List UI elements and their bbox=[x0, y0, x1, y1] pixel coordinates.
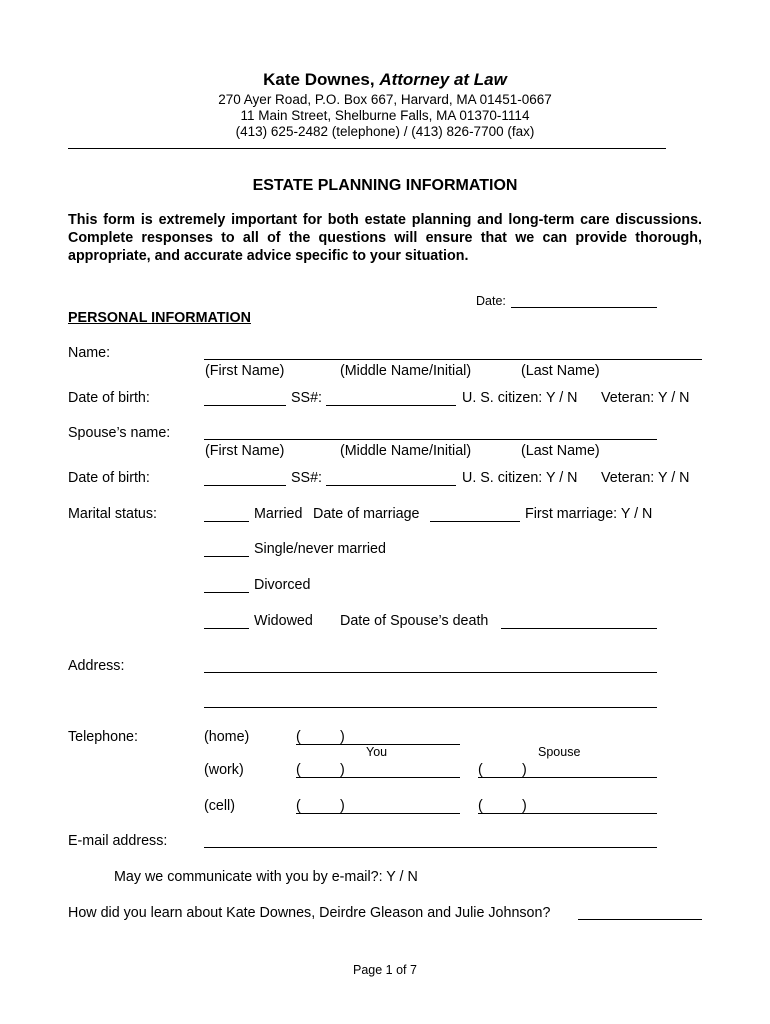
spouse-first-name-caption: (First Name) bbox=[205, 443, 285, 459]
spouse-last-name-caption: (Last Name) bbox=[521, 443, 600, 459]
spouse-dob-label: Date of birth: bbox=[68, 470, 150, 486]
name-label: Name: bbox=[68, 345, 111, 361]
address-line-2: 11 Main Street, Shelburne Falls, MA 01370-1114 bbox=[240, 108, 530, 123]
dob-field[interactable] bbox=[204, 405, 286, 406]
attorney-name: Kate Downes, Attorney at Law bbox=[263, 70, 507, 89]
first-name-caption: (First Name) bbox=[205, 363, 285, 379]
you-caption: You bbox=[366, 745, 388, 759]
last-name-caption: (Last Name) bbox=[521, 363, 600, 379]
spouse-ss-field[interactable] bbox=[326, 485, 456, 486]
email-field[interactable] bbox=[204, 847, 657, 848]
ss-label: SS#: bbox=[291, 390, 322, 406]
work-area-open: ( bbox=[296, 762, 301, 778]
referral-field[interactable] bbox=[578, 919, 702, 920]
divorced-checkline[interactable] bbox=[204, 592, 249, 593]
address-line-1: 270 Ayer Road, P.O. Box 667, Harvard, MA 01451-0667 bbox=[218, 92, 552, 107]
cell-phone-field-spouse[interactable] bbox=[478, 813, 657, 814]
widowed-option: Widowed bbox=[254, 613, 313, 629]
spouse-name-field[interactable] bbox=[204, 439, 657, 440]
single-option: Single/never married bbox=[254, 541, 386, 557]
date-of-marriage-field[interactable] bbox=[430, 521, 520, 522]
married-option: Married bbox=[254, 506, 303, 522]
page-number: Page 1 of 7 bbox=[353, 963, 417, 977]
work-spouse-area-close: ) bbox=[522, 762, 527, 778]
cell-phone-field-you[interactable] bbox=[296, 813, 460, 814]
divorced-option: Divorced bbox=[254, 577, 311, 593]
spouse-death-label: Date of Spouse’s death bbox=[340, 613, 489, 629]
work-area-close: ) bbox=[340, 762, 345, 778]
email-label: E-mail address: bbox=[68, 833, 168, 849]
name-field[interactable] bbox=[204, 359, 702, 360]
work-phone-label: (work) bbox=[204, 762, 244, 778]
cell-area-close: ) bbox=[340, 798, 345, 814]
spouse-death-field[interactable] bbox=[501, 628, 657, 629]
cell-phone-label: (cell) bbox=[204, 798, 235, 814]
date-field[interactable] bbox=[511, 307, 657, 308]
work-spouse-area-open: ( bbox=[478, 762, 483, 778]
date-of-marriage-label: Date of marriage bbox=[313, 506, 420, 522]
spouse-caption: Spouse bbox=[538, 745, 581, 759]
home-area-close: ) bbox=[340, 729, 345, 745]
telephone-label: Telephone: bbox=[68, 729, 138, 745]
cell-spouse-area-open: ( bbox=[478, 798, 483, 814]
spouse-dob-field[interactable] bbox=[204, 485, 286, 486]
phone-line: (413) 625-2482 (telephone) / (413) 826-7700 (fax) bbox=[235, 124, 535, 139]
address-field-1[interactable] bbox=[204, 672, 657, 673]
section-personal-information: PERSONAL INFORMATION bbox=[68, 310, 251, 326]
home-area-open: ( bbox=[296, 729, 301, 745]
intro-paragraph: This form is extremely important for both estate planning and long-term care discussions. Complete responses to all of the questions will ensure that we can provide thorough, appropriate, and accurate advice specific to your situation. bbox=[68, 212, 702, 264]
cell-area-open: ( bbox=[296, 798, 301, 814]
date-label: Date: bbox=[476, 294, 506, 308]
dob-label: Date of birth: bbox=[68, 390, 150, 406]
email-consent-question[interactable]: May we communicate with you by e-mail?: Y / N bbox=[114, 869, 418, 885]
work-phone-field-you[interactable] bbox=[296, 777, 460, 778]
married-checkline[interactable] bbox=[204, 521, 249, 522]
referral-question: How did you learn about Kate Downes, Deirdre Gleason and Julie Johnson? bbox=[68, 905, 551, 921]
veteran-label[interactable]: Veteran: Y / N bbox=[601, 390, 690, 406]
address-label: Address: bbox=[68, 658, 125, 674]
attorney-title: Attorney at Law bbox=[379, 70, 507, 89]
form-title: ESTATE PLANNING INFORMATION bbox=[252, 177, 518, 194]
header-divider bbox=[68, 148, 666, 149]
citizen-label[interactable]: U. S. citizen: Y / N bbox=[462, 390, 578, 406]
first-marriage-label[interactable]: First marriage: Y / N bbox=[525, 506, 653, 522]
middle-name-caption: (Middle Name/Initial) bbox=[340, 363, 472, 379]
ss-field[interactable] bbox=[326, 405, 456, 406]
spouse-veteran-label[interactable]: Veteran: Y / N bbox=[601, 470, 690, 486]
marital-status-label: Marital status: bbox=[68, 506, 157, 522]
cell-spouse-area-close: ) bbox=[522, 798, 527, 814]
spouse-middle-name-caption: (Middle Name/Initial) bbox=[340, 443, 472, 459]
work-phone-field-spouse[interactable] bbox=[478, 777, 657, 778]
address-field-2[interactable] bbox=[204, 707, 657, 708]
spouse-citizen-label[interactable]: U. S. citizen: Y / N bbox=[462, 470, 578, 486]
widowed-checkline[interactable] bbox=[204, 628, 249, 629]
home-phone-label: (home) bbox=[204, 729, 250, 745]
single-checkline[interactable] bbox=[204, 556, 249, 557]
spouse-name-label: Spouse’s name: bbox=[68, 425, 171, 441]
spouse-ss-label: SS#: bbox=[291, 470, 322, 486]
